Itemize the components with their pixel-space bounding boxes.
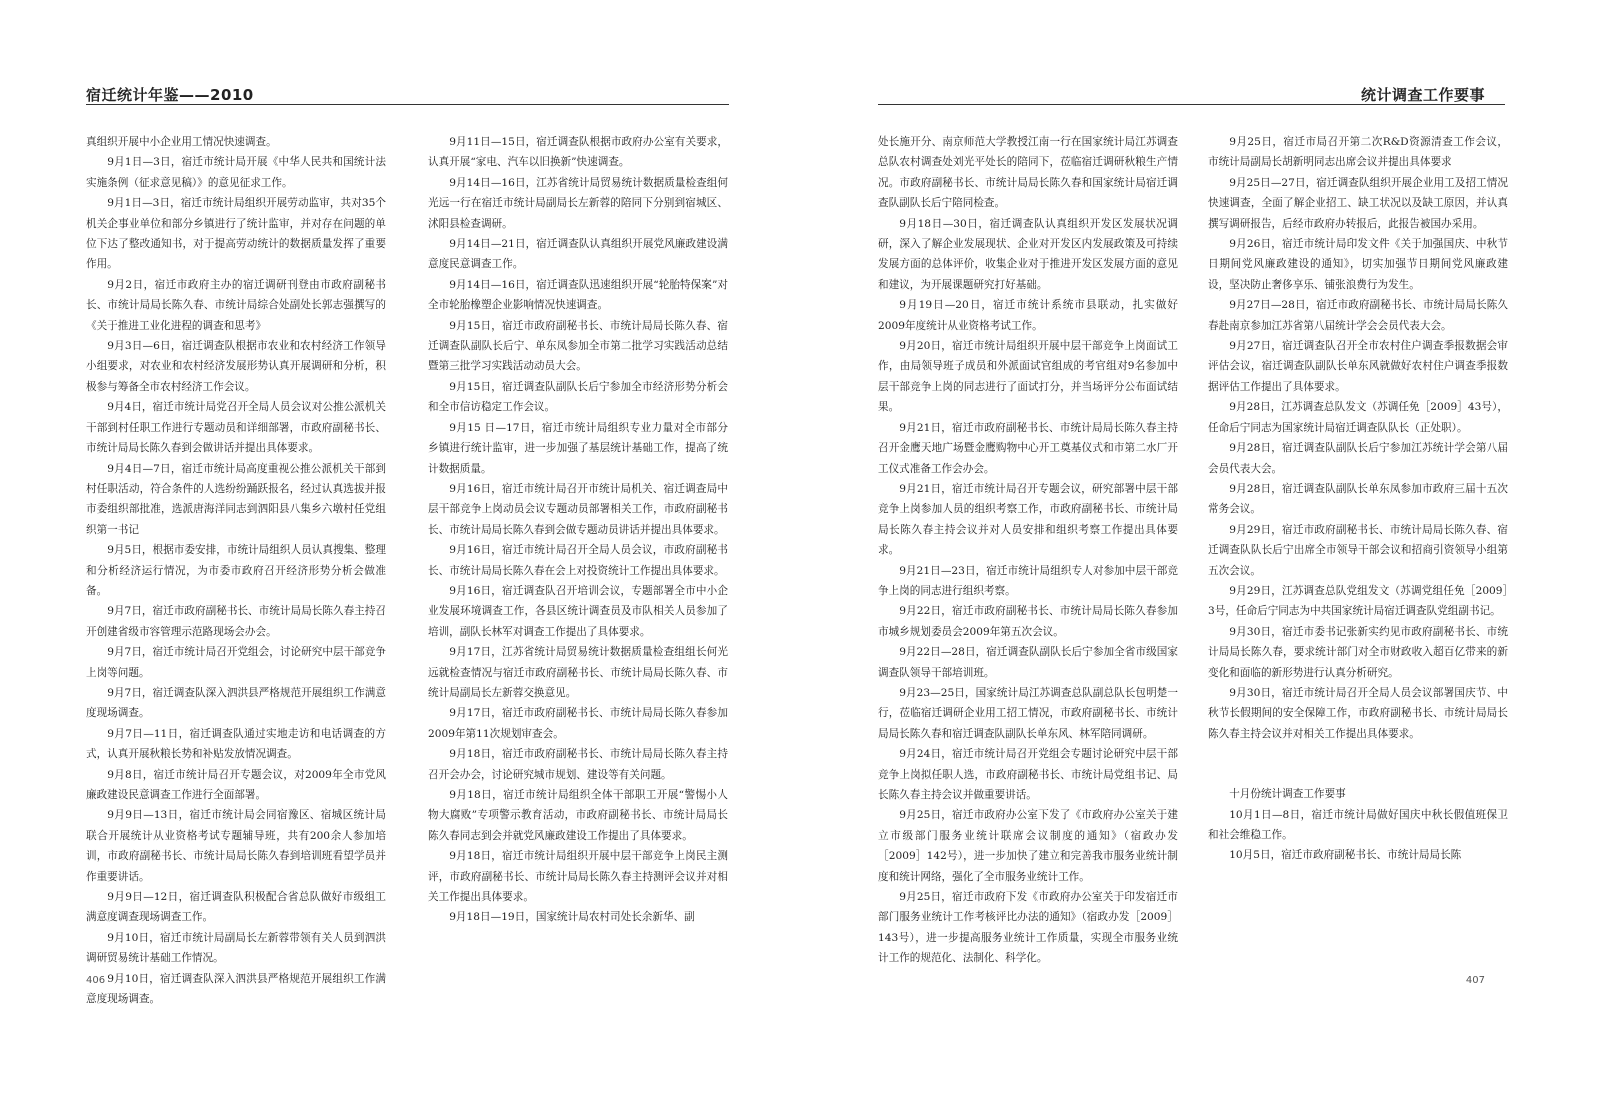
paragraph: 9月18日，宿迁市统计局组织全体干部职工开展“警惕小人物大腐败”专项警示教育活动，市政府副秘书长、市统计局局长陈久春同志到会并就党风廉政建设工作提出了具体要求。	[428, 789, 728, 842]
page-number: 407	[1465, 975, 1485, 986]
paragraph: 9月25日，宿迁市政府下发《市政府办公室关于印发宿迁市部门服务业统计工作考核评比办法的通知》（宿政办发［2009］143号），进一步提高服务业统计工作质量，实现全市服务业统计工作的规范化、法制化、科学化。	[878, 891, 1178, 965]
running-head: 统计调查工作要事	[1360, 86, 1485, 104]
paragraph: 9月19日—20日，宿迁市统计系统市县联动，扎实做好2009年度统计从业资格考试工作。	[878, 299, 1178, 332]
paragraph: 处长施开分、南京师范大学教授江南一行在国家统计局江苏调查总队农村调查处刘光平处长的陪同下，莅临宿迁调研秋粮生产情况。市政府副秘书长、市统计局局长陈久春和国家统计局宿迁调查队副队长后宁陪同检查。	[878, 136, 1178, 210]
paragraph: 9月29日，江苏调查总队党组发文（苏调党组任免［2009］3号，任命后宁同志为中共国家统计局宿迁调查队党组副书记。	[1208, 584, 1508, 618]
paragraph-group	[1208, 805, 1508, 866]
paragraph: 9月11日—15日，宿迁调查队根据市政府办公室有关要求，认真开展“家电、汽车以旧换新”快速调查。	[428, 136, 728, 169]
paragraph: 9月28日，宿迁调查队副队长单东凤参加市政府三届十五次常务会议。	[1208, 482, 1508, 516]
paragraph: 9月7日，宿迁调查队深入泗洪县严格规范开展组织工作满意度现场调查。	[86, 686, 386, 720]
paragraph: 9月16日，宿迁市统计局召开全局人员会议，市政府副秘书长、市统计局局长陈久春在会上对投资统计工作提出具体要求。	[428, 544, 728, 577]
header-rule	[878, 104, 1505, 105]
paragraph: 9月1日—3日，宿迁市统计局组织开展劳动监审，共对35个机关企事业单位和部分乡镇进行了统计监审，并对存在问题的单位下达了整改通知书，对于提高劳动统计的数据质量发挥了重要作用。	[86, 197, 386, 271]
paragraph: 9月25日，宿迁市政府办公室下发了《市政府办公室关于建立市级部门服务业统计联席会议制度的通知》（宿政办发［2009］142号），进一步加快了建立和完善我市服务业统计制度和统计网络，强化了全市服务业统计工作。	[878, 809, 1178, 883]
paragraph: 9月16日，宿迁市统计局召开市统计局机关、宿迁调查局中层干部竞争上岗动员会议专题动员部署相关工作，市政府副秘书长、市统计局局长陈久春到会做专题动员讲话并提出具体要求。	[428, 482, 728, 536]
paragraph: 10月1日—8日，宿迁市统计局做好国庆中秋长假值班保卫和社会维稳工作。	[1208, 808, 1508, 841]
paragraph: 9月29日，宿迁市政府副秘书长、市统计局局长陈久春、宿迁调查队队长后宁出席全市领导干部会议和招商引资领导小组第五次会议。	[1208, 523, 1508, 577]
paragraph: 9月4日—7日，宿迁市统计局高度重视公推公派机关干部到村任职活动，符合条件的人选纷纷踊跃报名，经过认真选拔并报市委组织部批准，选派唐海洋同志到泗阳县八集乡六墩村任党组织第一书记	[86, 462, 386, 536]
paragraph: 9月18日，宿迁市统计局组织开展中层干部竞争上岗民主测评，市政府副秘书长、市统计局局长陈久春主持测评会议并对相关工作提出具体要求。	[428, 850, 728, 904]
paragraph: 9月4日，宿迁市统计局党召开全局人员会议对公推公派机关干部到村任职工作进行专题动员和详细部署，市政府副秘书长、市统计局局长陈久春到会做讲话并提出具体要求。	[86, 401, 386, 455]
paragraph: 9月26日，宿迁市统计局印发文件《关于加强国庆、中秋节日期间党风廉政建设的通知》，切实加强节日期间党风廉政建设，坚决防止奢侈享乐、铺张浪费行为发生。	[1208, 238, 1508, 291]
paragraph: 9月21日—23日，宿迁市统计局组织专人对参加中层干部竞争上岗的同志进行组织考察。	[878, 564, 1178, 597]
paragraph: 9月10日，宿迁市统计局副局长左新蓉带领有关人员到泗洪调研贸易统计基础工作情况。	[86, 931, 386, 965]
paragraph: 9月3日—6日，宿迁调查队根据市农业和农村经济工作领导小组要求，对农业和农村经济发展形势认真开展调研和分析，积极参与筹备全市农村经济工作会议。	[86, 340, 386, 393]
paragraph: 9月7日，宿迁市政府副秘书长、市统计局局长陈久春主持召开创建省级市容管理示范路现场会办会。	[86, 605, 386, 638]
paragraph: 9月14日—16日，江苏省统计局贸易统计数据质量检查组何光远一行在宿迁市统计局副局长左新蓉的陪同下分别到宿城区、沭阳县检查调研。	[428, 176, 728, 230]
paragraph: 9月10日，宿迁调查队深入泗洪县严格规范开展组织工作满意度现场调查。	[86, 972, 386, 1006]
running-head: 宿迁统计年鉴——2010	[86, 86, 254, 104]
paragraph: 9月17日，江苏省统计局贸易统计数据质量检查组组长何光远就检查情况与宿迁市政府副秘书长、市统计局局长陈久春、市统计局副局长左新蓉交换意见。	[428, 646, 728, 699]
paragraph: 9月27日，宿迁调查队召开全市农村住户调查季报数据会审评估会议，宿迁调查队副队长单东风就做好农村住户调查季报数据评估工作提出了具体要求。	[1208, 340, 1508, 393]
paragraph: 9月8日，宿迁市统计局召开专题会议，对2009年全市党风廉政建设民意调查工作进行全面部署。	[86, 768, 386, 801]
paragraph: 9月20日，宿迁市统计局组织开展中层干部竞争上岗面试工作，由局领导班子成员和外派面试官组成的考官组对9名参加中层干部竞争上岗的同志进行了面试打分，并当场评分公布面试结果。	[878, 340, 1178, 414]
text-column	[428, 132, 728, 962]
right-page	[820, 0, 1609, 1099]
left-page	[0, 0, 780, 1099]
header-rule	[86, 104, 729, 105]
paragraph: 真组织开展中小企业用工情况快速调查。	[86, 136, 277, 148]
paragraph-group	[1208, 132, 1508, 744]
paragraph: 9月25日，宿迁市局召开第二次R&D资源清查工作会议，市统计局副局长胡新明同志出席会议并提出具体要求	[1208, 136, 1508, 169]
paragraph: 9月1日—3日，宿迁市统计局开展《中华人民共和国统计法实施条例（征求意见稿）》的意见征求工作。	[86, 156, 386, 189]
paragraph: 9月25日—27日，宿迁调查队组织开展企业用工及招工情况快速调查，全面了解企业招工、缺工状况以及缺工原因，并认真撰写调研报告，后经市政府办转报后，此报告被国办采用。	[1208, 176, 1508, 230]
paragraph: 9月18日—19日，国家统计局农村司处长余新华、副	[449, 911, 695, 924]
paragraph: 9月22日—28日，宿迁调查队副队长后宁参加全省市级国家调查队领导干部培训班。	[878, 646, 1178, 679]
paragraph: 9月21日，宿迁市统计局召开专题会议，研究部署中层干部竞争上岗参加人员的组织考察工作，市政府副秘书长、市统计局局长陈久春主持会议并对人员安排和组织考察工作提出具体要求。	[878, 482, 1178, 557]
paragraph: 9月9日—12日，宿迁调查队积极配合省总队做好市级组工满意度调查现场调查工作。	[86, 891, 386, 924]
page-number: 406	[86, 975, 106, 986]
paragraph: 9月5日，根据市委安排，市统计局组织人员认真搜集、整理和分析经济运行情况，为市委市政府召开经济形势分析会做准备。	[86, 544, 386, 597]
paragraph: 9月14日—16日，宿迁调查队迅速组织开展“轮胎特保案”对全市轮胎橡塑企业影响情况快速调查。	[428, 278, 728, 312]
paragraph: 9月7日，宿迁市统计局召开党组会，讨论研究中层干部竞争上岗等问题。	[86, 646, 386, 679]
paragraph: 9月28日，江苏调查总队发文（苏调任免［2009］43号），任命后宁同志为国家统计局宿迁调查队队长（正处职）。	[1208, 401, 1508, 434]
paragraph: 9月15日，宿迁调查队副队长后宁参加全市经济形势分析会和全市信访稳定工作会议。	[428, 380, 728, 414]
section-spacer	[1208, 744, 1508, 784]
paragraph: 9月27日—28日，宿迁市政府副秘书长、市统计局局长陈久春赴南京参加江苏省第八届统计学会会员代表大会。	[1208, 299, 1508, 332]
paragraph: 9月9日—13日，宿迁市统计局会同宿豫区、宿城区统计局联合开展统计从业资格考试专题辅导班，共有200余人参加培训，市政府副秘书长、市统计局局长陈久春到培训班看望学员并作重要讲话。	[86, 809, 386, 883]
paragraph: 9月14日—21日，宿迁调查队认真组织开展党风廉政建设满意度民意调查工作。	[428, 238, 728, 271]
paragraph: 10月5日，宿迁市政府副秘书长、市统计局局长陈	[1229, 849, 1462, 862]
section-title: 十月份统计调查工作要事	[1229, 788, 1346, 801]
paragraph: 9月28日，宿迁调查队副队长后宁参加江苏统计学会第八届会员代表大会。	[1208, 442, 1508, 475]
paragraph: 9月15 日—17日，宿迁市统计局组织专业力量对全市部分乡镇进行统计监审，进一步加强了基层统计基础工作，提高了统计数据质量。	[428, 421, 728, 475]
paragraph: 9月18日—30日，宿迁调查队认真组织开发区发展状况调研，深入了解企业发展现状、企业对开发区内发展政策及可持续发展方面的总体评价，收集企业对于推进开发区发展方面的意见和建议，为开展课题研究打好基础。	[878, 217, 1178, 291]
paragraph: 9月16日，宿迁调查队召开培训会议，专题部署全市中小企业发展环境调查工作，各县区统计调查员及市队相关人员参加了培训，副队长林军对调查工作提出了具体要求。	[428, 584, 728, 638]
paragraph: 9月30日，宿迁市委书记张新实约见市政府副秘书长、市统计局局长陈久春，要求统计部门对全市财政收入超百亿带来的新变化和面临的新形势进行认真分析研究。	[1208, 625, 1508, 679]
text-column	[1208, 132, 1508, 962]
paragraph: 9月30日，宿迁市统计局召开全局人员会议部署国庆节、中秋节长假期间的安全保障工作，市政府副秘书长、市统计局局长陈久春主持会议并对相关工作提出具体要求。	[1208, 686, 1508, 740]
paragraph: 9月21日，宿迁市政府副秘书长、市统计局局长陈久春主持召开金鹰天地广场暨金鹰购物中心开工奠基仪式和市第二水厂开工仪式准备工作会办会。	[878, 421, 1178, 475]
text-column	[878, 132, 1178, 965]
paragraph: 9月15日，宿迁市政府副秘书长、市统计局局长陈久春、宿迁调查队副队长后宁、单东凤参加全市第二批学习实践活动总结暨第三批学习实践活动动员大会。	[428, 319, 728, 373]
paragraph: 9月23—25日，国家统计局江苏调查总队副总队长包明楚一行，莅临宿迁调研企业用工招工情况，市政府副秘书长、市统计局局长陈久春和宿迁调查队副队长单东风、林军陪同调研。	[878, 686, 1178, 740]
paragraph: 9月18日，宿迁市政府副秘书长、市统计局局长陈久春主持召开会办会，讨论研究城市规划、建设等有关问题。	[428, 748, 728, 781]
paragraph: 9月7日—11日，宿迁调查队通过实地走访和电话调查的方式，认真开展秋粮长势和补贴发放情况调查。	[86, 727, 386, 761]
paragraph: 9月2日，宿迁市政府主办的宿迁调研刊登由市政府副秘书长、市统计局局长陈久春、市统计局综合处副处长郭志强撰写的《关于推进工业化进程的调查和思考》	[86, 278, 386, 332]
paragraph: 9月24日，宿迁市统计局召开党组会专题讨论研究中层干部竞争上岗拟任职人选，市政府副秘书长、市统计局党组书记、局长陈久春主持会议并做重要讲话。	[878, 748, 1178, 801]
paragraph: 9月22日，宿迁市政府副秘书长、市统计局局长陈久春参加市城乡规划委员会2009年第五次会议。	[878, 605, 1178, 638]
paragraph: 9月17日，宿迁市政府副秘书长、市统计局局长陈久春参加2009年第11次规划审查会。	[428, 707, 728, 740]
